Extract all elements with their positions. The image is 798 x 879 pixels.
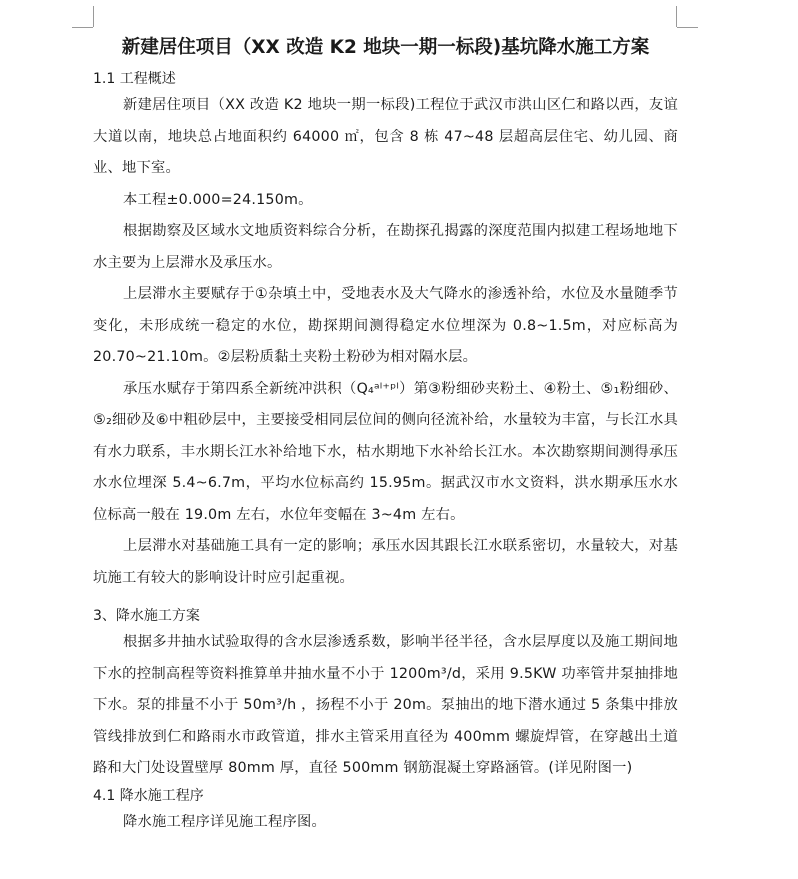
margin-mark-top-right xyxy=(676,6,677,27)
paragraph-perched-water: 上层滞水主要赋存于①杂填土中，受地表水及大气降水的渗透补给，水位及水量随季节变化，未形成统一稳定的水位，勘探期间测得稳定水位埋深为 0.8~1.5m，对应标高为 20.70~21.10m。②层粉质黏土夹粉土粉砂为相对隔水层。 xyxy=(93,286,678,365)
paragraph-pumping-design: 根据多井抽水试验取得的含水层渗透系数，影响半径半径，含水层厚度以及施工期间地下水的控制高程等资料推算单井抽水量不小于 1200m³/d，采用 9.5KW 功率管井泵抽排地下水。泵的排量不小于 50m³/h ，扬程不小于 20m。泵抽出的地下潜水通过 5 条集中排放管线排放到仁和路雨水市政管道，排水主管采用直径为 400mm 螺旋焊管，在穿越出土道路和大门处设置壁厚 80mm 厚，直径 500mm 钢筋混凝土穿路涵管。(详见附图一) xyxy=(93,634,678,776)
paragraph-confined-water: 承压水赋存于第四系全新统冲洪积（Q₄ᵃˡ⁺ᵖˡ）第③粉细砂夹粉土、④粉土、⑤₁粉细砂、⑤₂细砂及⑥中粗砂层中，主要接受相同层位间的侧向径流补给，水量较为丰富，与长江水具有水力联系，丰水期长江水补给地下水，枯水期地下水补给长江水。本次勘察期间测得承压水水位埋深 5.4~6.7m，平均水位标高约 15.95m。据武汉市水文资料，洪水期承压水水位标高一般在 19.0m 左右，水位年变幅在 3~4m 左右。 xyxy=(93,380,678,523)
margin-mark-top-left xyxy=(72,27,93,28)
section-heading-dewatering-plan: 3、降水施工方案 xyxy=(93,608,200,624)
margin-mark-top-right xyxy=(677,27,698,28)
document-page xyxy=(93,34,678,838)
section-heading-overview: 1.1 工程概述 xyxy=(93,71,176,87)
paragraph-project-location: 新建居住项目（XX 改造 K2 地块一期一标段)工程位于武汉市洪山区仁和路以西，友谊大道以南，地块总占地面积约 64000 ㎡，包含 8 栋 47~48 层超高层住宅、幼儿园、商业、地下室。 xyxy=(93,97,678,176)
section-heading-procedure: 4.1 降水施工程序 xyxy=(93,787,204,804)
paragraph-procedure-note: 降水施工程序详见施工程序图。 xyxy=(123,813,326,830)
paragraph-impact: 上层滞水对基础施工具有一定的影响；承压水因其跟长江水联系密切，水量较大，对基坑施工有较大的影响设计时应引起重视。 xyxy=(93,538,678,586)
paragraph-elevation: 本工程±0.000=24.150m。 xyxy=(123,191,313,208)
document-title: 新建居住项目（XX 改造 K2 地块一期一标段)基坑降水施工方案 xyxy=(121,37,650,58)
paragraph-groundwater-summary: 根据勘察及区域水文地质资料综合分析，在勘探孔揭露的深度范围内拟建工程场地地下水主要为上层滞水及承压水。 xyxy=(93,223,678,271)
margin-mark-top-left xyxy=(93,6,94,27)
